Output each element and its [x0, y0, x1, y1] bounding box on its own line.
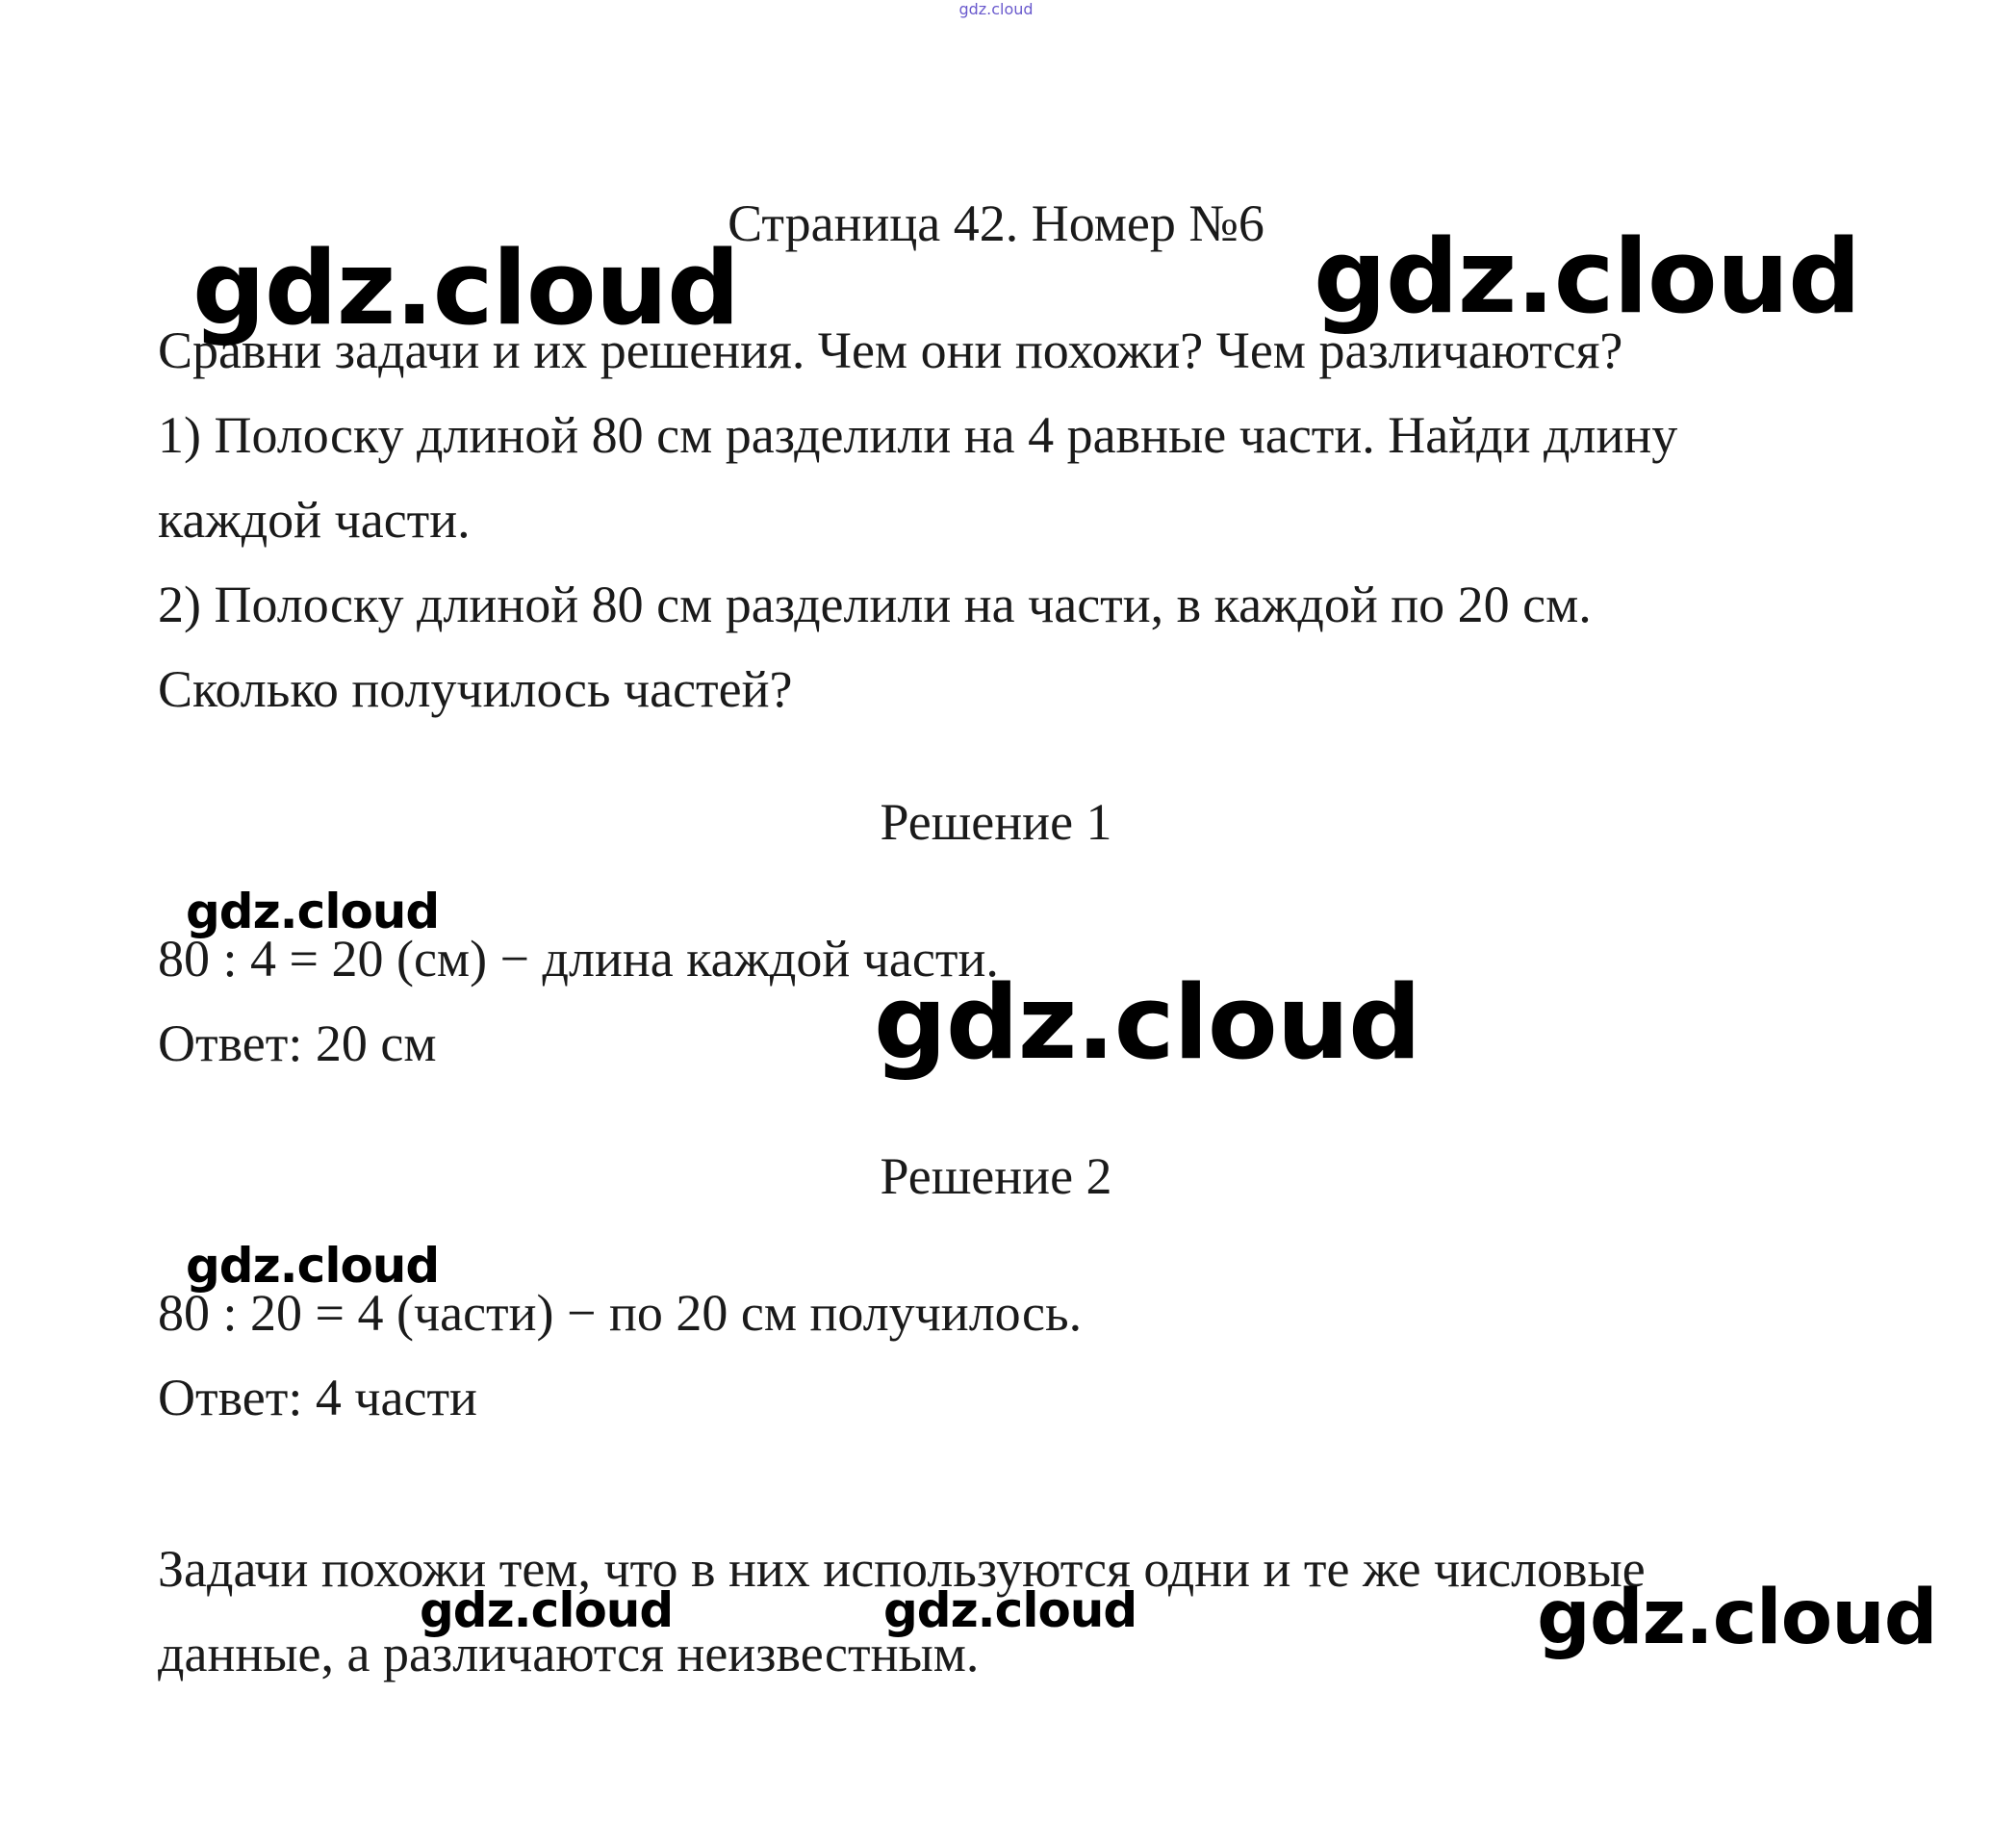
problem-2-line-2: Сколько получилось частей? [158, 660, 793, 718]
solution-2-answer: Ответ: 4 части [158, 1369, 477, 1426]
solution-1-answer: Ответ: 20 см [158, 1014, 437, 1072]
watermark: gdz.cloud [883, 1582, 1137, 1638]
watermark: gdz.cloud [1314, 218, 1861, 336]
solution-1-expression: 80 : 4 = 20 (см) − длина каждой части. [158, 930, 999, 988]
watermark: gdz.cloud [186, 1238, 440, 1294]
conclusion-line-2: данные, а различаются неизвестным. [158, 1625, 980, 1682]
watermark: gdz.cloud [192, 229, 740, 347]
task-question: Сравни задачи и их решения. Чем они похожи? Чем различаются? [158, 321, 1623, 379]
watermark: gdz.cloud [420, 1582, 674, 1638]
watermark: gdz.cloud [1537, 1575, 1937, 1661]
problem-2-line-1: 2) Полоску длиной 80 см разделили на части, в каждой по 20 см. [158, 576, 1592, 633]
problem-1-line-1: 1) Полоску длиной 80 см разделили на 4 равные части. Найди длину [158, 406, 1678, 464]
watermark: gdz.cloud [874, 963, 1421, 1082]
page-title: Страница 42. Номер №6 [728, 194, 1264, 252]
solution-2-expression: 80 : 20 = 4 (части) − по 20 см получилось. [158, 1284, 1083, 1342]
solution-1-heading: Решение 1 [880, 793, 1112, 851]
solution-2-heading: Решение 2 [880, 1147, 1112, 1205]
watermark: gdz.cloud [186, 884, 440, 939]
problem-1-line-2: каждой части. [158, 491, 471, 549]
top-watermark: gdz.cloud [958, 0, 1034, 18]
conclusion-line-1: Задачи похожи тем, что в них используются одни и те же числовые [158, 1540, 1646, 1598]
